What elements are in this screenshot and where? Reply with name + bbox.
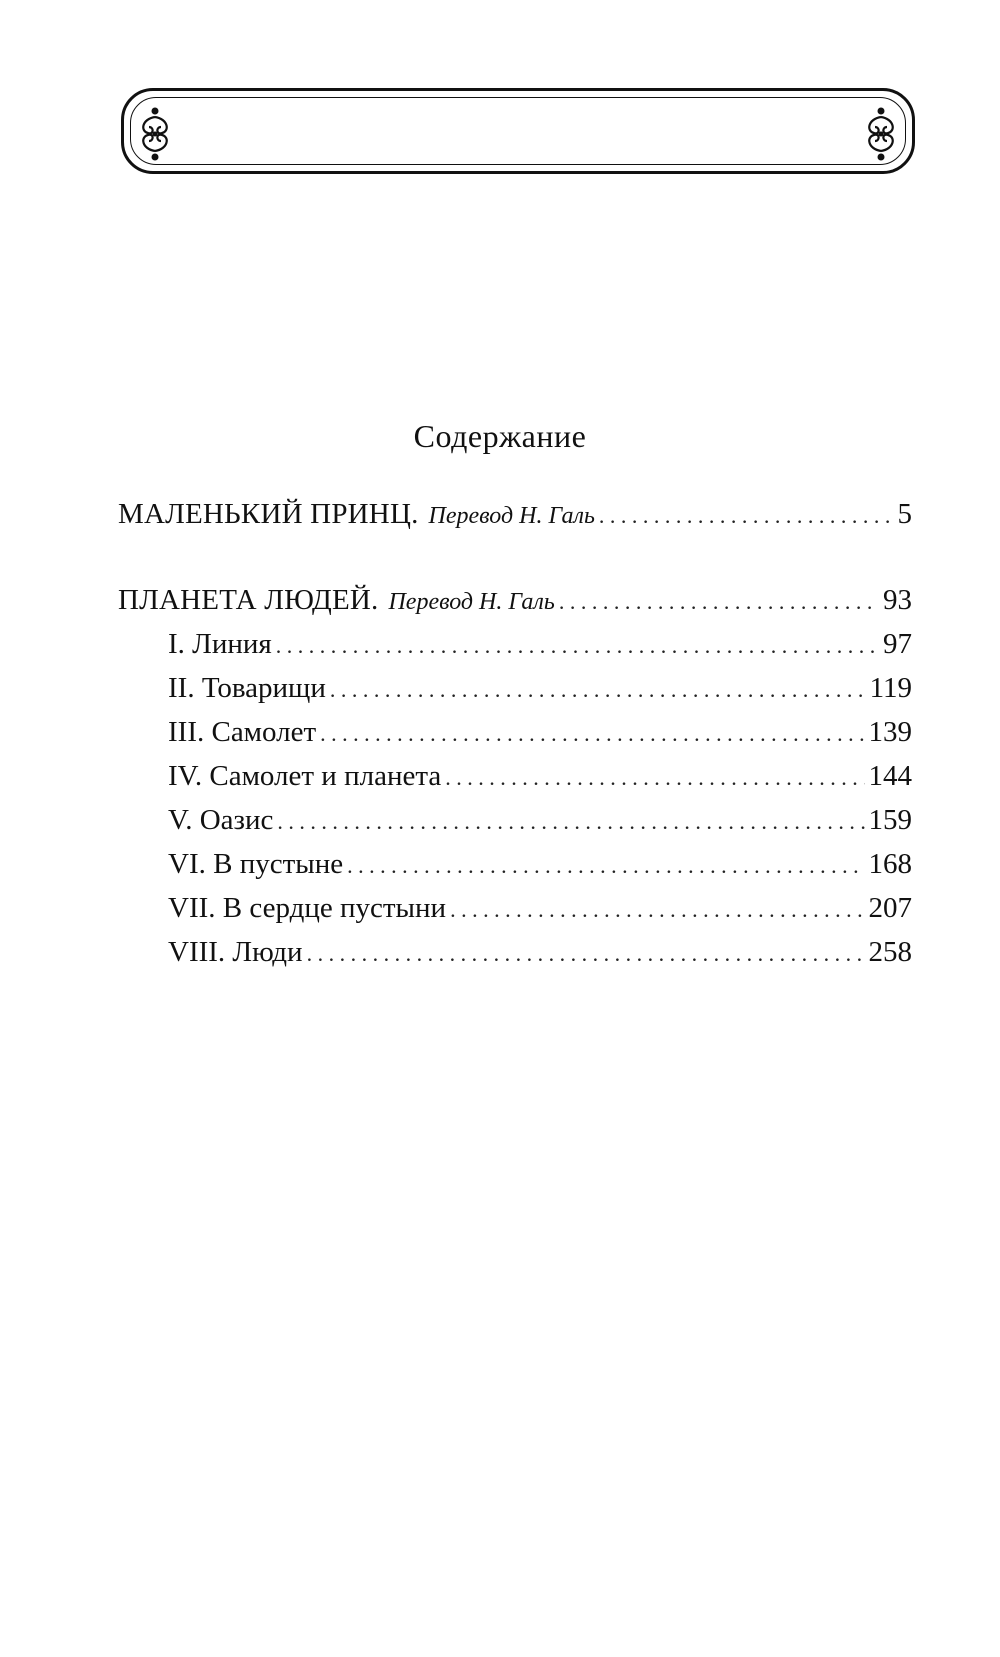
toc-chapter-page: 258 (868, 936, 912, 968)
toc-chapter-page: 144 (868, 760, 912, 792)
toc-chapter-title: VI. В пустыне (168, 848, 344, 880)
dot-leader (276, 628, 879, 664)
toc-chapter (168, 846, 912, 884)
page-title: Содержание (413, 418, 587, 454)
toc-entry-title: МАЛЕНЬКИЙ ПРИНЦ. (118, 498, 419, 530)
toc-chapter-page: 207 (868, 892, 912, 924)
dot-leader (347, 848, 864, 884)
header-ornament-frame (121, 88, 915, 174)
toc-chapter-page: 119 (869, 672, 912, 704)
toc-chapter (168, 626, 912, 664)
dot-leader (307, 936, 865, 972)
toc-entry-page: 5 (897, 498, 912, 530)
toc-entry-page: 93 (883, 584, 912, 616)
toc-chapter-title: V. Оазис (168, 804, 274, 836)
dot-leader (445, 760, 864, 796)
toc-chapter-page: 159 (868, 804, 912, 836)
toc-chapter-title: I. Линия (168, 628, 272, 660)
toc-chapter (168, 670, 912, 708)
dot-leader (559, 584, 879, 620)
toc-chapter-page: 168 (868, 848, 912, 880)
toc-chapter (168, 758, 912, 796)
toc-entry (118, 496, 912, 534)
fleuron-ornament-icon (858, 105, 904, 163)
toc-chapter-title: III. Самолет (168, 716, 317, 748)
toc-chapter-title: VIII. Люди (168, 936, 303, 968)
dot-leader (599, 498, 894, 534)
toc-chapter (168, 714, 912, 752)
dot-leader (320, 716, 864, 752)
toc-chapter-page: 139 (868, 716, 912, 748)
toc-chapter-title: VII. В сердце пустыни (168, 892, 447, 924)
toc-chapter (168, 934, 912, 972)
dot-leader (277, 804, 864, 840)
toc-chapter (168, 802, 912, 840)
dot-leader (330, 672, 866, 708)
dot-leader (450, 892, 864, 928)
toc-chapter-title: IV. Самолет и планета (168, 760, 442, 792)
toc-entry-title: ПЛАНЕТА ЛЮДЕЙ. (118, 584, 379, 616)
toc-chapter (168, 890, 912, 928)
fleuron-ornament-icon (132, 105, 178, 163)
toc-entry-translator: Перевод Н. Галь (388, 589, 555, 615)
toc-chapter-title: II. Товарищи (168, 672, 326, 704)
toc-entry (118, 582, 912, 620)
toc-entry-translator: Перевод Н. Галь (428, 503, 595, 529)
toc-chapter-page: 97 (883, 628, 912, 660)
